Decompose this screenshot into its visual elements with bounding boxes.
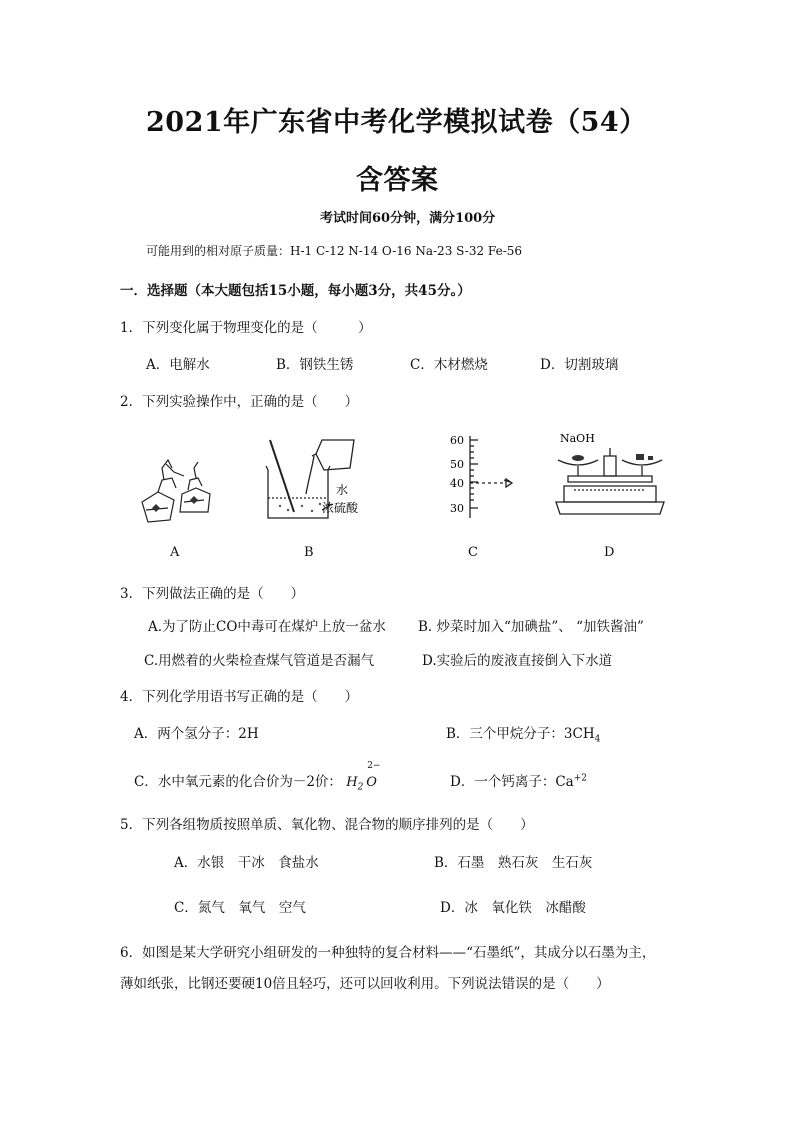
figure-label-a: A [170,545,180,560]
figure-c-tick-30: 30 [450,502,464,515]
question-4-option-d-text: D．一个钙离子：Ca [450,774,574,790]
question-1-option-c: C．木材燃烧 [410,357,488,373]
question-3-option-c: C.用燃着的火柴检查煤气管道是否漏气 [144,653,375,669]
question-1-option-a: A．电解水 [146,357,210,373]
question-3-option-a: A.为了防止CO中毒可在煤炉上放一盆水 [148,619,386,635]
question-4-option-b [446,722,600,745]
figure-b-acid-label: 浓硫酸 [322,501,359,515]
question-4-option-b-text: B．三个甲烷分子：3CH [446,726,595,742]
question-5-stem: 5．下列各组物质按照单质、氧化物、混合物的顺序排列的是（ ） [120,817,534,833]
question-3-option-b: B. 炒菜时加入“加碘盐”、 “加铁酱油” [418,619,644,635]
figure-d-balance [548,430,668,522]
figure-c-tick-50: 50 [450,458,464,471]
question-1-option-d: D．切割玻璃 [540,357,619,373]
question-6-stem-line-1: 6．如图是某大学研究小组研发的一种独特的复合材料——“石墨纸”，其成分以石墨为主， [120,945,656,961]
figure-c-graduated-cylinder [440,432,530,522]
atomic-masses: 可能用到的相对原子质量：H-1 C-12 N-14 O-16 Na-23 S-32 Fe-56 [146,244,523,258]
question-1-option-b: B．钢铁生锈 [276,357,354,373]
figure-b-water-label: 水 [336,483,349,497]
question-3-stem: 3．下列做法正确的是（ ） [120,586,305,602]
question-4-option-c-formula [346,761,381,793]
question-5-option-b: B．石墨 熟石灰 生石灰 [434,855,593,871]
page-title-sub: 含答案 [356,165,439,196]
question-5-option-d: D．冰 氧化铁 冰醋酸 [440,900,586,916]
figure-label-d: D [604,545,615,560]
question-4-option-b-subscript: 4 [594,734,601,745]
question-1-stem: 1．下列变化属于物理变化的是（ ） [120,320,372,336]
question-4-option-c [134,761,381,793]
question-4-option-c-charge: 2− [367,761,381,771]
question-3-option-d: D.实验后的废液直接倒入下水道 [422,653,613,669]
page-title: 2021年广东省中考化学模拟试卷（54） [146,107,647,138]
question-6-stem-line-2: 薄如纸张，比钢还要硬10倍且轻巧，还可以回收利用。下列说法错误的是（ ） [120,976,610,992]
section-heading: 一．选择题（本大题包括15小题，每小题3分，共45分。） [120,283,471,299]
question-4-option-a: A．两个氢分子：2H [134,726,259,742]
question-4-option-c-o [366,761,381,790]
question-5-option-a: A．水银 干冰 食盐水 [174,855,319,871]
exam-info: 考试时间60分钟，满分100分 [320,211,496,226]
question-4-option-c-o-symbol: O [366,775,377,790]
question-5-option-c: C．氮气 氧气 空气 [174,900,306,916]
figure-label-b: B [304,545,314,560]
question-4-option-c-text: C．水中氧元素的化合价为－2价： [134,774,342,790]
figure-a-alcohol-lamps [138,450,218,525]
question-2-stem: 2．下列实验操作中，正确的是（ ） [120,394,359,410]
question-4-option-d-superscript: +2 [573,773,587,784]
question-4-option-d [450,770,587,790]
figure-b-dilution [262,434,372,524]
figure-c-tick-60: 60 [450,434,464,447]
figure-label-c: C [468,545,478,560]
question-4-stem: 4．下列化学用语书写正确的是（ ） [120,689,359,705]
question-4-option-c-subscript: 2 [357,782,364,793]
question-4-option-c-h: H [346,775,358,790]
figure-c-tick-40: 40 [450,477,464,490]
figure-d-naoh-label: NaOH [560,432,595,445]
